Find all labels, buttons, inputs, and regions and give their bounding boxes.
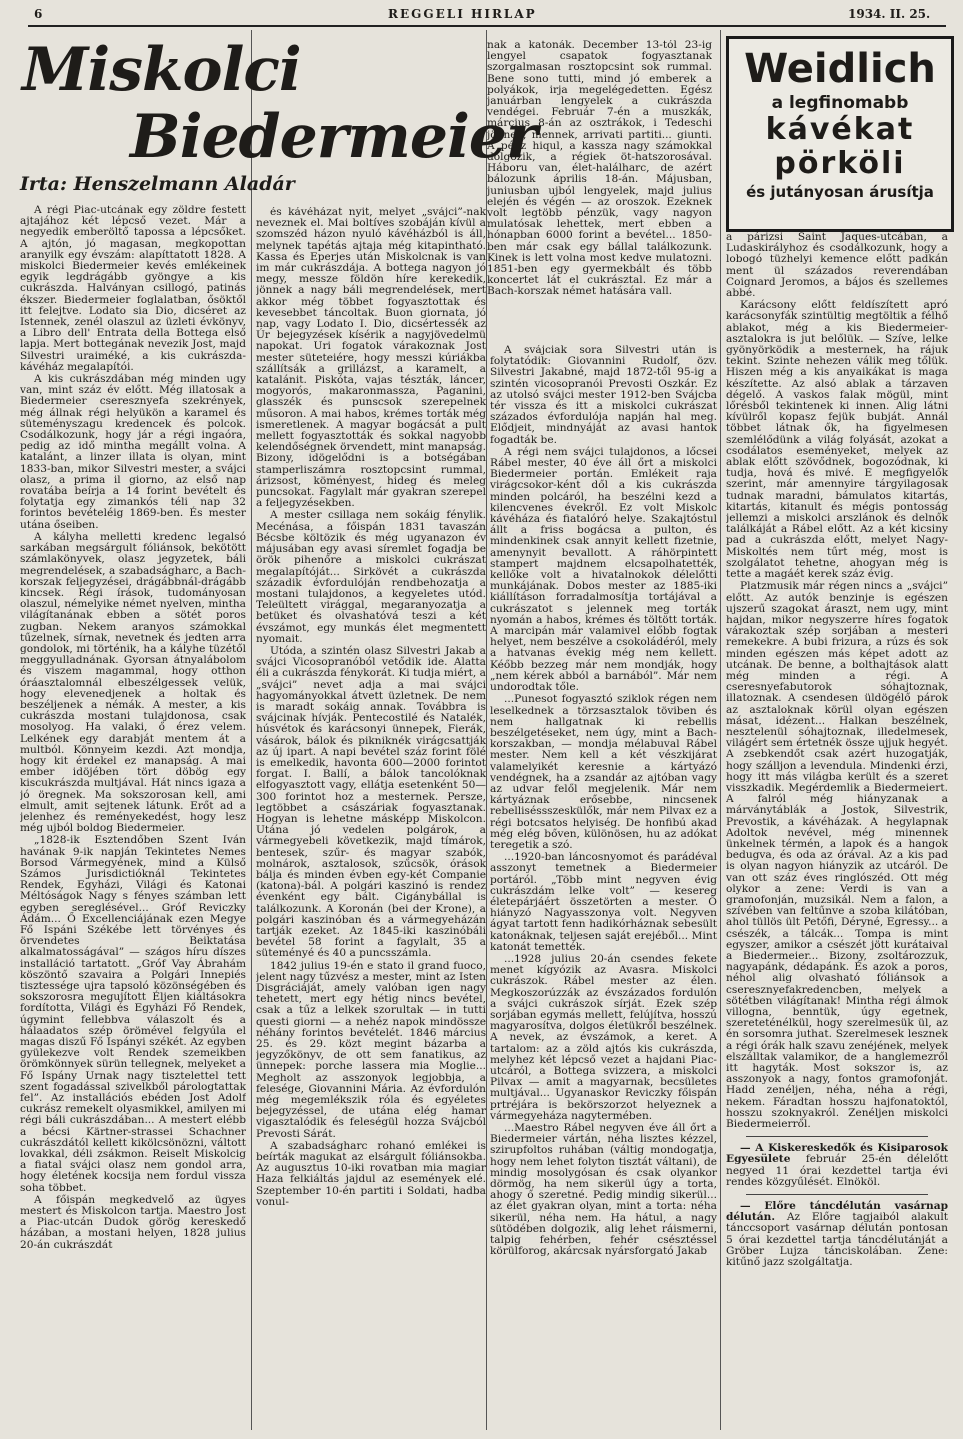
paragraph: A főispán megkedvelő az ügyes mestert és Miskolcon tartja. Maestro Jost a Piac-utcán Dudok görög kereskedő házában, a mostani helyen, 1828 julius 20-án cukrászdát <box>20 1193 246 1251</box>
page-number: 6 <box>34 7 43 21</box>
newspaper-name: REGGELI HIRLAP <box>388 7 537 21</box>
notice <box>726 1143 948 1188</box>
ad-line: a legfinomabb <box>771 93 909 113</box>
notice-text: február 25-én délelőtt negyed 11 órai kezdettel tartja évi rendes közgyűlését. Elnököl. <box>726 1153 948 1188</box>
page-header <box>28 5 946 27</box>
article-byline: Irta: Henszelmann Aladár <box>20 173 295 195</box>
paragraph: A régi Piac-utcának egy zöldre festett ajtajához két lépcső vezet. Már a negyedik emberöltő tapossa a lépcsőket. A ajtón, jó magasan, megkopottan aranyilk egy évszám: alapíttatott 1828. A miskolci Biedermeier kevés emlékeinek egyik legdrágább gyöngye a kis cukrászda. Halványan csillogó, patinás ékszer. Biedermeier foglalatban, ősöktől itt felejtve. Lodato sia Dio, dicséret az Istennek, zenél olaszul az üzleti évkönyv, a Libro dell' Entrata della Bottega első lapja. Mert bottegának nevezik Jost, majd Silvestri uraiméké, a kis cukrászda-kávéház megalapítói. <box>20 205 246 373</box>
paragraph: a párizsi Saint Jaques-utcában, a Ludaskirályhoz és csodálkozunk, hogy a lobogó tüzhelyi kemence előtt padkán ment ül százados reverendában Coignard Jeromos, a bájos és szellemes abbé. <box>726 232 948 300</box>
paragraph: Karácsony előtt feldíszített apró karácsonyfák szintültig megtöltik a félhő ablakot, még a kis Biedermeier-asztalokra is jut belőlük. — Szíve, lelke gyönyörködik a mesternek, ha rájuk tekint. Szinte nehezen válik meg tőlük. Hiszen még a kis anyaikákat is maga készítette. Az alsó ablak a tárzaven dégelő. A vaskos falak mögül, mint lőrésből tekintenek ki innen. Alig látni kívülről kopasz fejük bubját. Annál többet látnak ők, ha figyelmesen szemlélődünk a világ folyását, azokat a csodálatos eseményeket, melyek az ablak előtt szövődnek, bogozódnak, ki tudja, hová és mivé. E megfigyelők szerint, már amennyire tárgyilagosak tudnak maradni, bámulatos kitartás, kitartás, kitanult és mégis pontosság jellemzi a miskolci arszlánok és delnők találkáját a Rábel előtt. Az a két kicsiny pad a cukrászda előtt, melyet Nagy-Miskoltés nem tűrt még, most is szolgálatot tehetne, ahogyan még is tette a magáét kerek száz évig. <box>726 299 948 581</box>
paragraph: A régi nem svájci tulajdonos, a lőcsei Rábel mester, 40 éve áll őrt a miskolci Biedermeier portán. Emlékeit raja virágcsokor-ként dől a kis cukrászda minden polcáról, ha beszélni kezd a kilencvenes évekről. Ez volt Miskolc kávéháza és fiatalóró helye. Szakajtóstul állt a friss bogácsa a pulton, és mindenkinek csak annyit kellett fizetnie, amenynyit bevallott. A ráhörpintett stampert majdnem elcsapolhatették, kellőke volt a hivatalnokok délelőtti munkájának. Dobos mester az 1885-iki kiállításon forradalmosítja tortájával a cukrászatot s jelennek meg torták nyomán a habos, krémes és töltött torták. A marcipán már valamivel előbb fogtak helyet, nem beszélve a csokoládéról, mely a hatvanas évekig még nem kellett. Kéőbb bezzeg már nem mondják, hogy „nem kérek abból a barnából”. Már nem undorodtak tőle. <box>490 445 717 694</box>
paragraph: A kályha melletti kredenc legalsó sarkában megsárgult fóliánsok, bekötött számlakönyvek, olasz jegyzetek, báli megrendelések, a szabadságharc, a Bach-korszak feljegyzései, drágábbnál-drágább kincsek. Régi írások, tudományosan olaszul, némelyike német nyelven, mintha világítanának ebben a sötét poros zugban. Nekem aranyos számokkal tűzelnek, sírnak, nevetnek és jedten arra gondolok, mi történik, ha a kályhe tüzétől meggyulladnának. Gyorsan átnyalábolom és viszem magammal, hogy otthon óráasztalomnál elbeszélgessek velük, hogy elevenedjenek a holtak és beszéljenek a némák. A mester, a kis cukrászda mostani tulajdonosa, csak mosolyog. Ha valaki, ő érez velem. Lelkének egy darabját mentem át a multból. Könnyeim kezdi. Azt mondja, hogy kit érdekel ez manapság. A mai ember idöjében tört döbög egy kiscukrászda multjával. Hát nincs igaza a jó öregnek. Ma sokszorosan kell, ami elmult, amit sejtenek látunk. Erőt ad a jelenhez és reményekedést, hogy lesz még ujból boldog Biedermeier. <box>20 530 246 835</box>
paragraph: Platzmusik már régen nincs a „svájci” előtt. Az autók benzinje is egészen ujszerű szagokat áraszt, nem ugy, mint hajdan, mikor negyszerre híres fogatok várakoztak szép sorjában a mesteri remekekre. A bubi frizura, a rúzs és sok minden egészen más képet adott az utcának. De benne, a bolthajtások alatt még minden a régi. A cseresnyefabutorok sóhajtoznak, illatoznak. A csendesen üldögélő párok az asztaloknak körül olyan egészen másat, idézent... Halkan beszélnek, nesztelenül sóhajtoznak, illedelmesek, világért sem értetnék össze ujjuk hegyét. A zsebkendőt csak azért huzogatják, hogy szálljon a levendula. Mindenki érzi, hogy itt más világba került és a szeret visszkadik. Megérdemlik a Biedermeiert. A falról még hiányzanak a márványtáblák a Jostok, Silvestrik, Prevostik, a kávéházak. A hegylapnak Adoltok nevével, még minennek ünkelnek térmén, a lapok és a hangok bedugva, és oda az órával. Az a kis pad is olyan nagyon hiányzik az utcáról. De van ott száz éves ringlószéd. Ott még olykor a zene: Verdi is van a gramofonján, muzsikál. Nem a falon, a szívében van feltűnve a szoba kilátóban, ahol tüllös ült Petőfi, Déryné, Egressy... a csészék, a tálcák... Tompa is mint egyszer, amikor a csészét jött kurátaival a Biedermeier... Bizony, zsoltározzuk, nagyapánk, dédapánk. És azok a poros, néhol alig olvasható fóliánsok a cseresznyefakredencben, melyek a sötétben világítanak! Mintha régi álmok villogna, benntük, úgy egetnek, szereteténélkül, hogy szerelmesük ül, az én sorsomra juthat. Szerelmesek lesznek a régi órák halk szavu zenéjének, melyek elszálltak valamikor, de a hanglemezről itt hagyták. Most sokszor is, az asszonyok a nagy, fontos gramofonját. Hadd zenéljen, néha, néha a régi, nekem. Fáradtan hosszu hajfonatoktól, hosszu szoknyakról. Zenéljen miskolci Biedermeierről. <box>726 580 948 1131</box>
paragraph: A mester csillaga nem sokáig fénylik. Mecénása, a főispán 1831 tavaszán Bécsbe költözik és még ugyanazon év májusában egy avasi síremlet fogadja be örök pihenőre a miskolci cukrászat megalapítóját... Sirkövét a cukrászda századik évfordulóján rendbehozatja a mostani tulajdonos, a kegyeletes utód. Teleültett virággal, megaranyozatja a betüket és olvashatóvá teszi a két évszámot, egy munkás élet megmentett nyomait. <box>256 509 486 645</box>
paragraph: A kis cukrászdában még minden ugy van, mint száz év előtt. Még illatosak a Biedermeier cseresznyefa szekrények, még állnak régi helyükön a karamel és süteményszagu kredencek és polcok. Csodálkozunk, hogy jár a régi ingaóra, pedig az idő mintha megállt volna. A katalánt, a linzer illata is olyan, mint 1833-ban, mikor Silvestri mester, a svájci olasz, a prima il giorno, az első nap rovatába beírja a 14 forint bevételt és folytatja egy zimankós téli nap 32 forintos bevételéig 1869-ben. És mester utána őseiben. <box>20 373 246 531</box>
issue-date: 1934. II. 25. <box>848 7 931 21</box>
notice <box>726 1201 948 1268</box>
ad-brand: Weidlich <box>744 46 936 92</box>
article-column-3 <box>490 345 717 1430</box>
paragraph: ...1920-ban láncosnyomot és parádéval asszonyt temetnek a Biedermeier portáról. „Több mint negyven évig cukrászdám lelke volt” — kesereg életepárjáért összetörten a mester. Ő hiányzó Nagyasszonya volt. Negyven ágyat tartott fenn hadikórháznak sebesült katonáknak, teljesen saját erejéből... Mint katonát temették. <box>490 851 717 953</box>
paragraph: ...Maestro Rábel negyven éve áll őrt a Biedermeier vártán, néha lisztes kézzel, szirupfoltos ruhában (váltig mondogatja, hogy nem lehet folyton tisztát váltani), de mindig mosolygósan és csak olyankor dörmög, ha nem sikerül úgy a torta, ahogy ő szeretné. Pedig mindig sikerül... az élet gyakran olyan, mint a torta: néha sikerül, néha nem. Ha hátul, a nagy sütödében dolgozik, alig lehet ráismerni, talpig fehérben, fehér csésztéssel körülforog, akárcsak nyársforgató Jakab <box>490 1122 717 1258</box>
divider <box>746 1136 928 1137</box>
divider <box>746 1194 928 1195</box>
paragraph: ...Punesot fogyasztó sziklok régen nem leselkednek a törzsasztalok töviben és nem hallgatnak ki rebellis beszélgetéseket, nem úgy, mint a Bach-korszakban, — mondja mélabuval Rábel mester. Nem kell a két vészkijárat valamelyikét keresnie a kártyázó vendégnek, ha a zsandár az ajtóban vagy az udvar felől megjelenik. Már nem kártyáznak erősebbe, nincsenek rebelliséssszeskülők, már nem Pilvax ez a régi botcsatos helyiség. De honfibú akad még elég bőven, különösen, hu az adókat teregetik a szó. <box>490 693 717 851</box>
article-column-2 <box>256 207 486 1430</box>
paragraph: A svájciak sora Silvestri után is folytatódik: Giovannini Rudolf, özv. Silvestri Jakabné, majd 1872-től 95-ig a szintén vicosopranói Prevosti Oszkár. Ez az utolsó svájci mester 1912-ben Svájcba tér vissza és itt a miskolci cukrászat százados évfordulója napján hal meg. Elődjeit, mindnyáját az avasi hantok fogadták be. <box>490 345 717 446</box>
column-divider <box>720 30 721 1430</box>
ad-line: kávékat <box>765 112 915 147</box>
paragraph: és kávéházat nyit, melyet „svájci”-nak neveznek el. Mai boltíves szobáján kívül a szomszéd házon nyuló kávéházból is áll, melynek tapétás ajtaja még kitapintható. Kassa és Eperjes után Miskolcnak is van im már cukrászdája. A bottega nagyon jó megy, messze földön híre kerekedik, jönnek a nagy báli megrendelések, mert akkor még többet fogyasztottak és kevesebbet táncoltak. Buon giornata, jó nap, vagy Lodato I. Dio, dicsértessék az Úr bejegyzések kísérik a nagyjövedelmü napokat. Uri fogatok várakoznak Jost mester süteteiére, hogy messzi kúriákba szállítsák a grillázst, a karamelt, a katalánit. Piskóta, vajas tészták, láncer, mogyorós, makaronmassza, Paganini, glasszék és punscsok szerepelnek műsoron. A mai habos, krémes torták még ismeretlenek. A magyar bogácsát a pult mellett fogyasztották és sokkal nagyobb kelendőségnek örvendett, mint manapság. Bizony, idögelődni is a botségában stamperliszámra rosztopcsint rummal, árizsost, köményest, hideg és meleg puncsokat. Fagylalt már gyakran szerepel a feljegyzésekben. <box>256 207 486 510</box>
article-column-1 <box>20 205 246 1430</box>
notice-lead: — A Kiskereskedők és Kisiparosok Egyesülete <box>726 1142 948 1166</box>
article-title-line1: Miskolci <box>22 35 301 105</box>
coffee-advertisement <box>726 36 954 232</box>
ad-line: pörköli <box>774 146 906 181</box>
article-title-line2: Biedermeier <box>130 102 537 172</box>
article-column-3-top <box>487 40 712 330</box>
notice-lead: — Előre táncdélután vasárnap délután. <box>726 1200 948 1224</box>
paragraph: „1828-ik Esztendőben Szent Iván havának 9-ik napján Tekintetes Nemes Borsod Vármegyének, mind a Külső Számos Jurisdictióknál Tekintetes Rendek, Egyházi, Világi és Katonai Méltóságok Nagy s fényes számban lett egyben sereglésével... Gróf Reviczky Ádám... Ő Excellenciájának ezen Megye Fő Ispáni Székébe lett törvényes és örvendetes Beiktatása alkalmatosságával” — szágos híru díszes installáció tartatott. „Gróf Vay Ábrahám köszöntő szavaira a Polgári Innepiés tisztessége ujra tapsoló közönségében és sokszorosra megujított Éljen kiáltásokra fordította, Világi és Egyházi Fő Rendek, úgymint fellebbva válaszolt és a hálaadatos szép örömével felgyúla el magas diszű Fő Ispányi székét. Az egyben gyülekezve volt Rendek szemeikben örömkönnyek sürün tellegnek, melyeket a Fő Ispány Urnak nagy tisztelettel tett szent fogadással szivelkből párologtattak fel”. Az installációs ebéden Jost Adolf cukrász remekelt olyasmikkel, amilyen mi régi báli cukrászdában... A mestert elébb a bécsi Kärtner-strassei Schachner cukrászdától kellett kikölcsönözni, váltott lovakkal, déli zsákmon. Reiselt Miskolcig a fiatal svájci olasz nem gondol arra, hogy életének kocsija nem fordul vissza soha többet. <box>20 834 246 1194</box>
article-column-4 <box>726 232 948 1430</box>
paragraph: nak a katonák. December 13-tól 23-ig lengyel csapatok fogyasztanak szorgalmasan rosztopcsint sok rummal. Bene sono tutti, mind jó emberek a polyákok, irja megelégedetten. Egész januárban lengyelek a cukrászda vendégei. Február 7-én a muszkák, március 8-án az osztrákok, i Tedeschi jönnek, mennek, arrivati partiti... giunti. A pénz hiqul, a kassza nagy számokkal dolgozik, a régiek öt-hatszorosával. Háboru van, élet-halálharc, de azért bálozunk április 18-án. Májusban, juniusban ujból lengyelek, majd julius elején és végén — az oroszok. Ezeknek volt legtöbb pénzük, vagy nagyon mulatósak lehettek, mert ebben a hónapban 6000 forint a bevétel... 1850-ben már csak egy bállal találkozunk. Kinek is lett volna most kedve mulatozni. 1851-ben egy gyermekbált és több koncertet lát el cukrásztal. Ez már a Bach-korszak német hatására vall. <box>487 40 712 298</box>
paragraph: Utóda, a szintén olasz Silvestri Jakab a svájci Vicosopranóból vetődik ide. Alatta éli a cukrászda fénykorát. Ki tudja miért, a „svájci” nevet adja a mai svájci hagyományokkal átvett üzletnek. De nem is maradt sokáig annak. Továbbra is svájcinak hívják. Pentecostilé és Natalék, húsvétok és karácsonyi ünnepek, Fierák, vásárok, bálok és pikniknék virágcsattják az új ipart. A napi bevétel száz forint fölé is emelkedik, havonta 600—2000 forintot forgat. I. Ballí, a bálok tancolóknak elfogyasztott vagy, ellátja esetenként 50—300 forintot hoz a mesternek. Persze, legtöbbet a császáriak fogyasztanak. Hogyan is lehetne másképp Miskolcon. Utána jó vedelen polgárok, a vármegyebeli következik, majd tímárok, bentesek, szűr- és magyar szabók, molnárok, asztalosok, szűcsök, órások bálja és minden évben egy-két Companie (katona)-bál. A polgári kaszinó is rendez évenként egy bált. Cigánybállal is találkozunk. A Koronán (bei der Krone), a polgári kaszinóban és a vármegyeházán tartják ezeket. Az 1845-iki kaszinóbáli bevétel 58 forint a fagylalt, 35 a süteményé és 40 a puncsszámla. <box>256 644 486 960</box>
paragraph: ...1928 julius 20-án csendes fekete menet kígyózik az Avasra. Miskolci cukrászok. Rábel mester az élen. Megkoszorúzzák az évszázados fordulón a svájci cukrászok sírját. Ezek szép sorjában egymás mellett, felújítva, hosszú magyarosítva, dolgos életükről beszélnek. A nevek, az évszámok, a keret. A tartalom: az a zöld ajtós kis cukrászda, melyhez két lépcső vezet a hajdani Piac-utcáról, a Bottega svizzera, a miskolci Pilvax — amit a magyarnak, becsületes multjával... Ugyanaskor Reviczky főispán prtréjára is bekörszorzot helyeznek a vármegyeháza nagytermében. <box>490 952 717 1122</box>
paragraph: 1842 julius 19-én e stato il grand fuoco, jelent nagy tűzvész a mester, mint az Isten Disgráciáját, amely valóban igen nagy tehetett, mert egy hétig nincs bevétel, csak a tűz a lelkek szorultak — in tutti questi giorni — a nehéz napok mindössze néhány forintos bevételét. 1846 március 25. és 29. közt megint bázarba a jegyzőkönyv, de ott sem fanatikus, az ünnepek: porche lassera mia Moglie... Megholt az asszonyok legjobbja, a felesége, Giovannini Mária. Az évfordulón még megemlékszik róla és egyéletes bejegyzéssel, de utána elég hamar vigasztalódik és feleségül hozza Svájcból Prevosti Sárát. <box>256 959 486 1140</box>
column-divider <box>251 30 252 1430</box>
ad-line: és jutányosan árusítja <box>746 183 934 201</box>
notice-text: Az Előre tagjaiból alakult tánccsoport vasárnap délután pontosan 5 órai kezdettel tartja táncdélutánját a Gröber Lujza tánciskolában. Zene: kitűnő jazz szolgáltatja. <box>726 1211 948 1269</box>
paragraph: A szabadságharc rohanó emlékei is beírták magukat az elsárgult fóliánsokba. Az augusztus 10-iki rovatban mia magiar Haza felkiáltás jajdul az események elé. Szeptember 10-én partiti i Soldati, hadba vonul- <box>256 1139 486 1208</box>
